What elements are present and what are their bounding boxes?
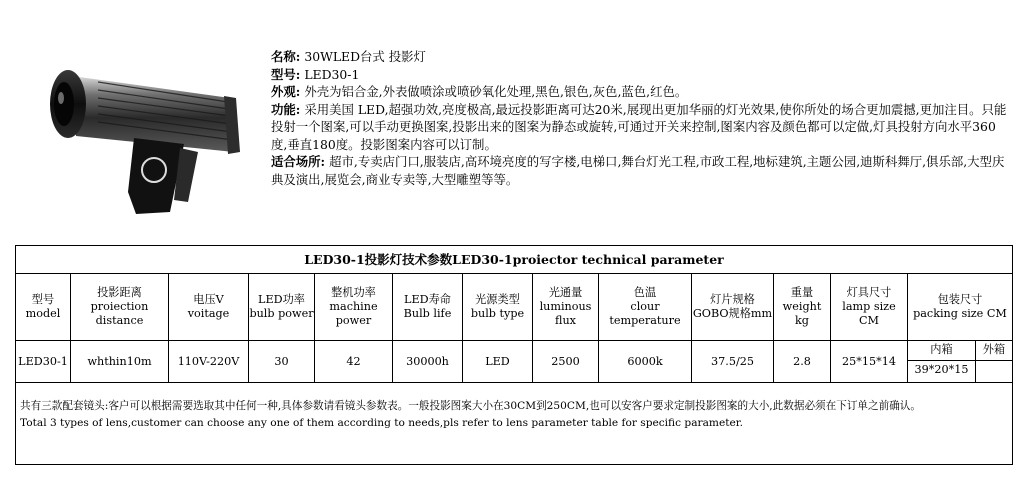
header-en: bulb power xyxy=(249,307,314,320)
cell-led-life: 30000h xyxy=(393,341,463,382)
header-zh: 光源类型 xyxy=(475,293,520,306)
header-en: machine power xyxy=(329,300,378,327)
notes-chinese: 共有三款配套镜头:客户可以根据需要选取其中任何一种,具体参数请看镜头参数表。一般投影图案大小在30CM到250CM,也可以安客户要求定制投影图案的大小,此数据必须在下订单之前确认。 xyxy=(20,400,921,412)
header-en: GOBO规格mm xyxy=(692,307,773,320)
header-zh: 整机功率 xyxy=(331,286,376,299)
model-row xyxy=(271,66,1011,84)
function-row xyxy=(271,101,1011,154)
header-zh: 灯片规格 xyxy=(710,293,755,306)
cell-luminous-flux: 2500 xyxy=(533,341,599,382)
cell-gobo: 37.5/25 xyxy=(692,341,774,382)
name-label: 名称: xyxy=(271,49,301,64)
packing-outer-value xyxy=(976,361,1012,382)
header-en: luminous flux xyxy=(539,300,592,327)
packing-inner-value: 39*20*15 xyxy=(908,361,976,382)
header-en: weight kg xyxy=(782,300,822,327)
header-zh: 光通量 xyxy=(548,286,583,299)
appearance-label: 外观: xyxy=(271,84,301,99)
cell-lamp-size: 25*15*14 xyxy=(831,341,908,382)
header-en: packing size CM xyxy=(913,307,1007,320)
header-led-life xyxy=(393,274,463,341)
appearance-value: 外壳为铝合金,外表做喷涂或喷砂氧化处理,黑色,银色,灰色,蓝色,红色。 xyxy=(304,84,688,99)
function-value: 采用美国 LED,超强功效,亮度极高,最远投影距离可达20米,展现出更加华丽的灯光效果,使你所处的场合更加震撼,更加注目。只能投射一个图案,可以手动更换图案,投影出来的图案为静态或旋转,可通过开关来控制,图案内容及颜色都可以定做,灯具投射方向水平360度,垂直180度。投影图案内容可以订制。 xyxy=(271,101,1007,152)
notes-english: Total 3 types of lens,customer can choose any one of them according to needs,pls refer to lens parameter table for specific parameter. xyxy=(20,417,744,429)
header-led-power xyxy=(249,274,315,341)
header-zh: 投影距离 xyxy=(97,286,142,299)
packing-outer-label: 外箱 xyxy=(976,341,1012,361)
header-zh: LED功率 xyxy=(258,293,305,306)
header-weight xyxy=(774,274,831,341)
lens-notes xyxy=(15,383,1013,465)
cell-distance: whthin10m xyxy=(71,341,169,382)
cell-led-power: 30 xyxy=(249,341,315,382)
header-zh: LED寿命 xyxy=(404,293,451,306)
header-model xyxy=(16,274,71,341)
header-en: voitage xyxy=(187,307,230,320)
model-label: 型号: xyxy=(271,66,301,82)
packing-inner-label: 内箱 xyxy=(908,341,976,361)
product-description xyxy=(271,48,1011,188)
header-packing-size xyxy=(908,274,1012,341)
header-distance xyxy=(71,274,169,341)
function-label: 功能: xyxy=(271,101,301,117)
spec-table xyxy=(15,245,1013,383)
spec-table-title: LED30-1投影灯技术参数LED30-1proiector technical parameter xyxy=(16,246,1012,274)
cell-bulb-type: LED xyxy=(463,341,533,382)
cell-model: LED30-1 xyxy=(16,341,71,382)
cell-voltage: 110V-220V xyxy=(169,341,249,382)
header-en: bulb type xyxy=(470,307,525,320)
header-zh: 重量 xyxy=(790,286,814,299)
header-en: Bulb life xyxy=(403,307,452,320)
header-en: clour temperature xyxy=(609,300,681,327)
header-bulb-type xyxy=(463,274,533,341)
header-en: model xyxy=(25,307,61,320)
projector-image xyxy=(38,52,250,222)
places-label: 适合场所: xyxy=(271,154,326,169)
header-zh: 电压V xyxy=(193,293,224,306)
places-row xyxy=(271,153,1011,188)
cell-weight: 2.8 xyxy=(774,341,831,382)
appearance-row xyxy=(271,83,1011,101)
header-gobo xyxy=(692,274,774,341)
model-value: LED30-1 xyxy=(304,66,360,82)
name-value: 30WLED台式 投影灯 xyxy=(304,49,426,64)
places-value: 超市,专卖店门口,服装店,高环境亮度的写字楼,电梯口,舞台灯光工程,市政工程,地标建筑,主题公园,迪斯科舞厅,俱乐部,大型庆典及演出,展览会,商业专卖等,大型雕塑等等。 xyxy=(271,154,1005,187)
header-zh: 包装尺寸 xyxy=(937,293,983,306)
header-zh: 灯具尺寸 xyxy=(846,286,892,299)
name-row xyxy=(271,48,1011,66)
header-luminous-flux xyxy=(533,274,599,341)
header-voltage xyxy=(169,274,249,341)
header-zh: 色温 xyxy=(633,286,657,299)
header-lamp-size xyxy=(831,274,908,341)
header-en: proiection distance xyxy=(90,300,149,327)
cell-machine-power: 42 xyxy=(315,341,393,382)
header-zh: 型号 xyxy=(31,293,55,306)
cell-color-temperature: 6000k xyxy=(599,341,692,382)
header-en: lamp size CM xyxy=(842,300,896,327)
header-color-temperature xyxy=(599,274,692,341)
header-machine-power xyxy=(315,274,393,341)
product-photo xyxy=(38,52,250,222)
